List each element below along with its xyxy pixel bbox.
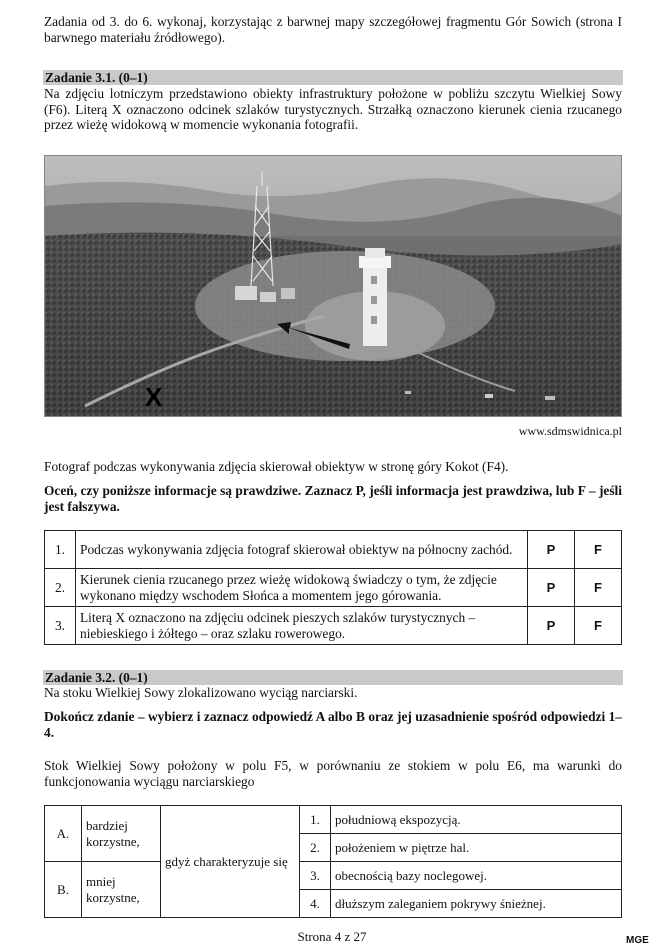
reason-number[interactable]: 1.	[300, 806, 331, 834]
false-option[interactable]: F	[575, 607, 622, 645]
photo-x-mark: X	[145, 382, 163, 412]
tf-row-number: 3.	[45, 607, 76, 645]
page-number: Strona 4 z 27	[297, 929, 367, 944]
option-a-letter[interactable]: A.	[45, 806, 82, 862]
task-3-2-stem: Stok Wielkiej Sowy położony w polu F5, w porównaniu ze stokiem w polu E6, ma warunki do funkcjonowania wyciągu narciarskiego	[44, 758, 622, 789]
tf-row-text: Kierunek cienia rzucanego przez wieżę widokową świadczy o tym, że zdjęcie wykonano między wschodem Słońca a momentem jego górowania.	[76, 569, 528, 607]
false-option[interactable]: F	[575, 531, 622, 569]
task-3-2-instruction: Dokończ zdanie – wybierz i zaznacz odpowiedź A albo B oraz jej uzasadnienie spośród odpowiedzi 1–4.	[44, 709, 622, 740]
reason-text[interactable]: położeniem w piętrze hal.	[331, 834, 622, 862]
intro-text: Zadania od 3. do 6. wykonaj, korzystając z barwnej mapy szczegółowej fragmentu Gór Sowich (strona I barwnego materiału źródłowego).	[44, 14, 622, 45]
option-b-letter[interactable]: B.	[45, 862, 82, 918]
reason-connector: gdyż charakteryzuje się	[161, 806, 300, 918]
task-3-2-header: Zadanie 3.2. (0–1)	[43, 670, 623, 685]
task-3-1-instruction: Oceń, czy poniższe informacje są prawdziwe. Zaznacz P, jeśli informacja jest prawdziwa, lub F – jeśli jest fałszywa.	[44, 483, 622, 514]
true-false-table	[44, 530, 622, 645]
false-option[interactable]: F	[575, 569, 622, 607]
task-3-1-header: Zadanie 3.1. (0–1)	[43, 70, 623, 85]
true-option[interactable]: P	[528, 569, 575, 607]
aerial-photo	[44, 155, 622, 417]
task-3-2-text: Na stoku Wielkiej Sowy zlokalizowano wyciąg narciarski.	[44, 685, 358, 700]
tf-row-3	[45, 607, 622, 645]
true-option[interactable]: P	[528, 531, 575, 569]
task-3-1-text: Na zdjęciu lotniczym przedstawiono obiekty infrastruktury położone w pobliżu szczytu Wielkiej Sowy (F6). Literą X oznaczono odcinek szlaków turystycznych. Strzałką oznaczono kierunek cienia rzucanego przez wieżę widokową w momencie wykonania fotografii.	[44, 86, 622, 132]
tf-row-1	[45, 531, 622, 569]
tf-row-number: 2.	[45, 569, 76, 607]
option-b-text[interactable]: mniej korzystne,	[82, 862, 161, 918]
reason-text[interactable]: dłuższym zaleganiem pokrywy śnieżnej.	[331, 890, 622, 918]
reason-text[interactable]: południową ekspozycją.	[331, 806, 622, 834]
tf-row-2	[45, 569, 622, 607]
task-3-1-note: Fotograf podczas wykonywania zdjęcia skierował obiektyw w stronę góry Kokot (F4).	[44, 459, 509, 474]
answer-table	[44, 805, 622, 918]
exam-code: MGE	[626, 935, 649, 946]
aerial-photo-svg	[45, 156, 622, 417]
true-option[interactable]: P	[528, 607, 575, 645]
reason-number[interactable]: 4.	[300, 890, 331, 918]
option-a-text[interactable]: bardziej korzystne,	[82, 806, 161, 862]
tf-row-number: 1.	[45, 531, 76, 569]
reason-number[interactable]: 3.	[300, 862, 331, 890]
tf-row-text: Literą X oznaczono na zdjęciu odcinek pieszych szlaków turystycznych – niebieskiego i żółtego – oraz szlaku rowerowego.	[76, 607, 528, 645]
tf-row-text: Podczas wykonywania zdjęcia fotograf skierował obiektyw na północny zachód.	[76, 531, 528, 569]
photo-source: www.sdmswidnica.pl	[518, 424, 622, 438]
reason-number[interactable]: 2.	[300, 834, 331, 862]
reason-text[interactable]: obecnością bazy noclegowej.	[331, 862, 622, 890]
